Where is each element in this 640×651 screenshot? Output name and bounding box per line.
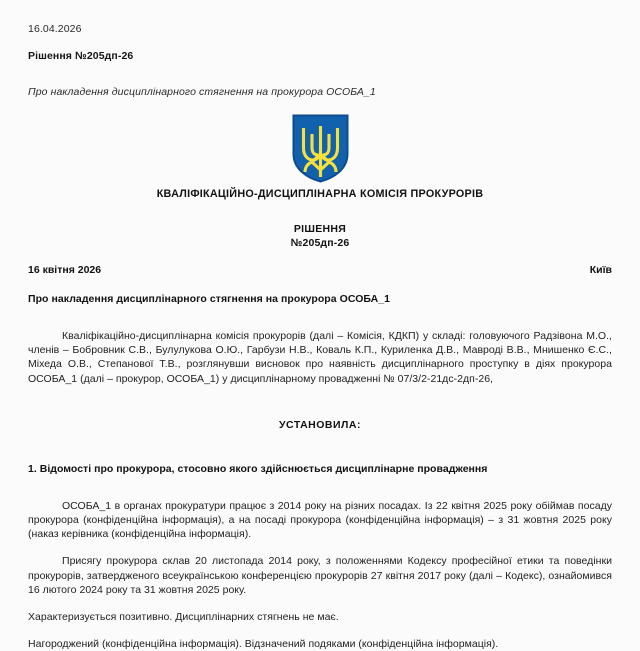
meta-subject-italic: Про накладення дисциплінарного стягнення на прокурора ОСОБА_1: [28, 86, 376, 98]
established-keyword: УСТАНОВИЛА:: [278, 418, 361, 431]
organization-title: КВАЛІФІКАЦІЙНО-ДИСЦИПЛІНАРНА КОМІСІЯ ПРОКУРОРІВ: [156, 188, 484, 200]
decision-city: Київ: [589, 264, 612, 276]
decision-date-full: 16 квітня 2026: [28, 264, 102, 276]
emblem-container: [28, 114, 612, 183]
meta-decision-reference: Рішення №205дп-26: [28, 50, 134, 62]
document-number: №205дп-26: [290, 237, 350, 249]
decision-subject-bold: Про накладення дисциплінарного стягнення на прокурора ОСОБА_1: [28, 293, 391, 305]
section-1-paragraph-3: Характеризується позитивно. Дисциплінарних стягнень не має.: [28, 611, 339, 624]
date-city-row: [28, 264, 612, 276]
section-1-heading: 1. Відомості про прокурора, стосовно якого здійснюється дисциплінарне провадження: [28, 462, 488, 475]
document-type-heading: РІШЕННЯ: [293, 223, 347, 235]
preamble-paragraph: Кваліфікаційно-дисциплінарна комісія прокурорів (далі – Комісія, КДКП) у складі: головуючого Радзівона М.О., членів – Бобровник С.В., Булулукова О.Ю., Гарбузи Н.В., Коваль К.П., Куриленка Д.В., Мавроді В.В., Мнишенко Є.С., Міхеда О.В., Степанової Т.В., розглянувши висновок про наявність дисциплінарного проступку в діях прокурора ОСОБА_1 (далі – прокурор, ОСОБА_1) у дисциплінарному провадженні № 07/3/2-21дс-2дп-26,: [28, 330, 612, 385]
section-1-paragraph-4: Нагороджений (конфіденційна інформація). Відзначений подяками (конфіденційна інформація).: [28, 638, 499, 651]
section-1-paragraph-2: Присягу прокурора склав 20 листопада 2014 року, з положеннями Кодексу професійної етики та поведінки прокурорів, затвердженого всеукраїнською конференцією прокурорів 27 квітня 2017 року (далі – Кодекс), ознайомився 16 лютого 2024 року та 31 жовтня 2025 року.: [28, 555, 612, 596]
meta-date-short: 16.04.2026: [28, 23, 82, 35]
ukrainian-coat-of-arms-trident-icon: [292, 114, 349, 183]
section-1-paragraph-1: ОСОБА_1 в органах прокуратури працює з 2014 року на різних посадах. Із 22 квітня 2025 року обіймав посаду прокурора (конфіденційна інформація), а на посаді прокурора (конфіденційна інформація) – з 31 жовтня 2025 року (наказ керівника (конфіденційна інформація).: [28, 499, 612, 541]
